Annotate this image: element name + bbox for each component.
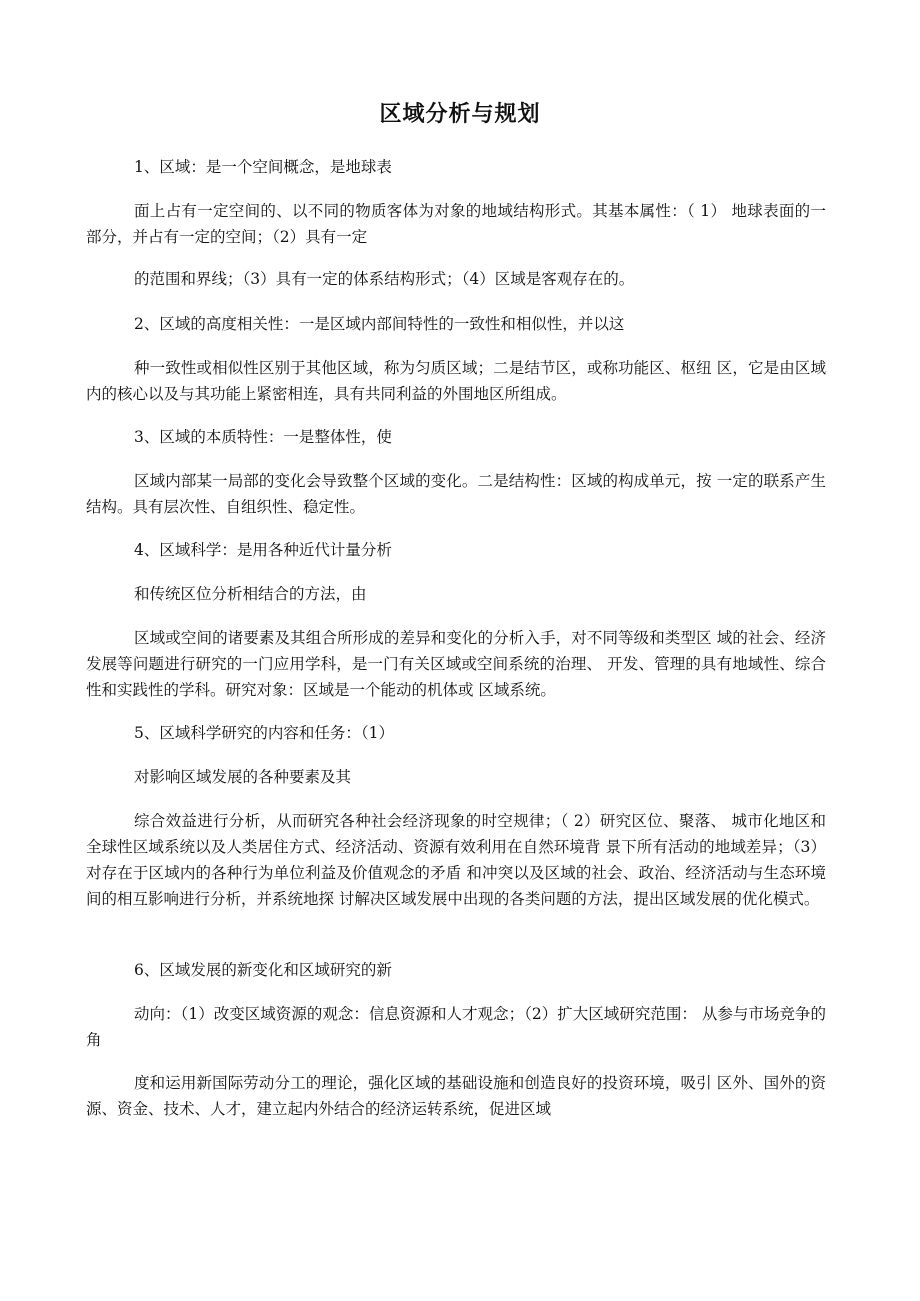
paragraph: 6、区域发展的新变化和区域研究的新	[134, 961, 392, 979]
paragraph: 4、区域科学：是用各种近代计量分析	[134, 541, 392, 559]
paragraph: 的范围和界线；（3）具有一定的体系结构形式；（4）区域是客观存在的。	[134, 270, 635, 288]
paragraph: 度和运用新国际劳动分工的理论，强化区域的基础设施和创造良好的投资环境，吸引 区外、国外的资源、资金、技术、人才，建立起内外结合的经济运转系统，促进区域	[86, 1074, 826, 1118]
paragraph: 区域或空间的诸要素及其组合所形成的差异和变化的分析入手，对不同等级和类型区 域的社会、经济发展等问题进行研究的一门应用学科，是一门有关区域或空间系统的治理、 开发、管理的具有地域性、综合性和实践性的学科。研究对象：区域是一个能动的机体或 区域系统。	[86, 629, 826, 699]
paragraph: 面上占有一定空间的、以不同的物质客体为对象的地域结构形式。其基本属性：（ 1） 地球表面的一部分，并占有一定的空间；（2）具有一定	[86, 202, 826, 246]
paragraph: 5、区域科学研究的内容和任务：（1）	[134, 724, 394, 742]
paragraph: 区域内部某一局部的变化会导致整个区域的变化。二是结构性：区域的构成单元，按 一定的联系产生结构。具有层次性、自组织性、稳定性。	[86, 472, 826, 516]
paragraph: 种一致性或相似性区别于其他区域，称为匀质区域；二是结节区，或称功能区、枢纽 区，它是由区域内的核心以及与其功能上紧密相连，具有共同利益的外围地区所组成。	[86, 359, 826, 403]
page-title: 区域分析与规划	[379, 102, 541, 127]
paragraph: 1、区域：是一个空间概念，是地球表	[134, 158, 392, 176]
paragraph: 3、区域的本质特性：一是整体性，使	[134, 428, 392, 446]
paragraph: 动向：（1）改变区域资源的观念：信息资源和人才观念；（2）扩大区域研究范围： 从参与市场竞争的角	[86, 1005, 826, 1049]
paragraph: 和传统区位分析相结合的方法，由	[134, 585, 367, 603]
paragraph: 对影响区域发展的各种要素及其	[134, 768, 352, 786]
paragraph: 综合效益进行分析，从而研究各种社会经济现象的时空规律；（ 2）研究区位、聚落、 城市化地区和全球性区域系统以及人类居住方式、经济活动、资源有效利用在自然环境背 景下所有活动的地域差异；（3）对存在于区域内的各种行为单位利益及价值观念的矛盾 和冲突以及区域的社会、政治、经济活动与生态环境间的相互影响进行分析，并系统地探 讨解决区域发展中出现的各类问题的方法，提出区域发展的优化模式。	[86, 812, 826, 908]
paragraph: 2、区域的高度相关性：一是区域内部间特性的一致性和相似性，并以这	[134, 315, 625, 333]
